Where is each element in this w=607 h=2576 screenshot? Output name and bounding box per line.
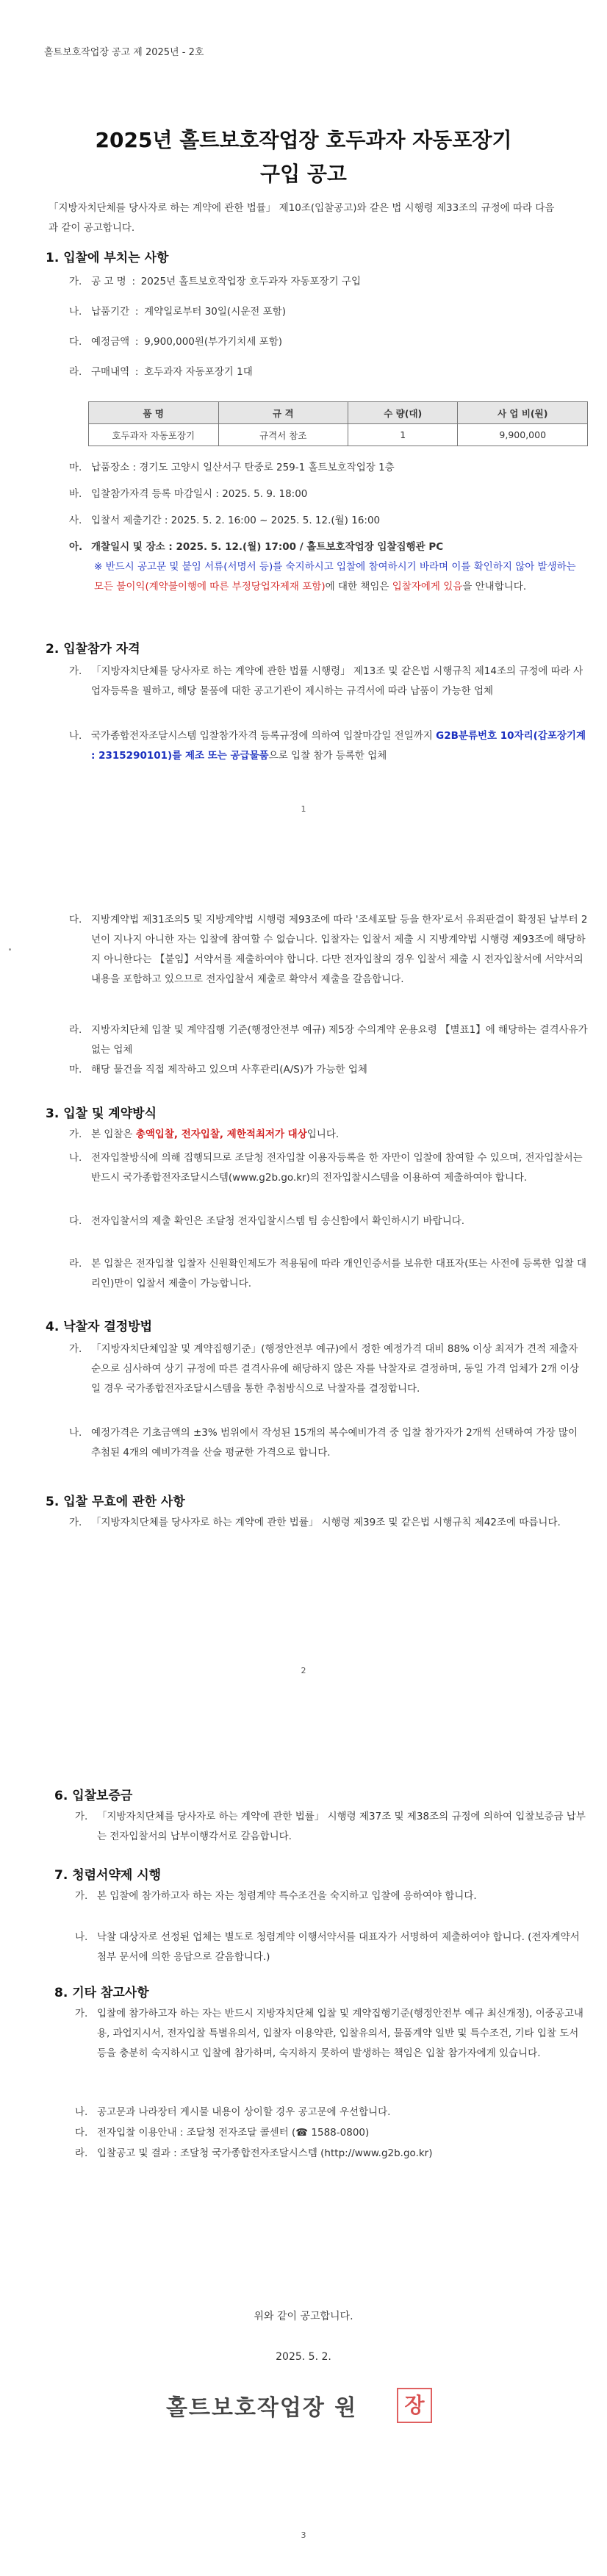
page-number: 3 <box>301 2530 306 2540</box>
table-header: 수 량(대) <box>348 402 458 424</box>
s2-item-c: 다. 지방계약법 제31조의5 및 지방계약법 시행령 제93조에 따라 '조세포탈 등을 한자'로서 유죄판결이 확정된 날부터 2년이 지나지 아니한 자는 입찰에 참여할 수 없습니다. 입찰자는 입찰서 제출 시 지방계약법 시행령 제93조에 해당하지 아니한다는 【붙임】서약서를 제출하여야 합니다. 다만 전자입찰의 경우 입찰서 제출 시 전자입찰서에 서약서의 내용을 포함하고 있으므로 전자입찰서 제출로 확약서 제출을 갈음합니다. <box>69 914 588 985</box>
closing-statement: 위와 같이 공고합니다. <box>254 2311 353 2322</box>
row-mark: 마. <box>69 462 82 473</box>
row-text: 입찰서 제출기간 : 2025. 5. 2. 16:00 ~ 2025. 5. 12.(월) 16:00 <box>91 515 381 526</box>
s2-item-d: 라. 지방자치단체 입찰 및 계약집행 기준(행정안전부 예규) 제5장 수의계약 운용요령 【별표1】에 해당하는 결격사유가 없는 업체 <box>69 1024 588 1056</box>
section-1-title: 1. 입찰에 부치는 사항 <box>46 251 169 265</box>
s6-item-a: 가. 「지방자치단체를 당사자로 하는 계약에 관한 법률」 시행령 제37조 및 제38조의 규정에 의하여 입찰보증금 납부는 전자입찰서의 납부이행각서로 갈음합니다. <box>75 1811 586 1842</box>
s8-item-b: 나. 공고문과 나라장터 게시물 내용이 상이할 경우 공고문에 우선합니다. <box>75 2106 391 2118</box>
s4-item-b: 나. 예정가격은 기초금액의 ±3% 범위에서 작성된 15개의 복수예비가격 중 입찰 참가자가 2개씩 선택하여 가장 많이 추첨된 4개의 예비가격을 산술 평균한 가격으로 합니다. <box>69 1427 578 1459</box>
title-line-2: 구입 공고 <box>260 162 347 186</box>
table-header: 사 업 비(원) <box>458 402 588 424</box>
s7-item-b: 나. 낙찰 대상자로 선정된 업체는 별도로 청렴계약 이행서약서를 대표자가 서명하여 제출하여야 합니다. (전자계약서 첨부 문서에 의한 응답으로 갈음합니다.) <box>75 1931 580 1963</box>
row-value: 9,900,000원(부가기치세 포함) <box>144 336 283 348</box>
s4-item-a: 가. 「지방자치단체입찰 및 계약집행기준」(행정안전부 예규)에서 정한 예정가격 대비 88% 이상 최저가 견적 제출자 순으로 심사하여 상기 규정에 따른 결격사유에 해당하지 않은 자를 낙찰자로 결정하며, 동일 가격 업체가 2개 이상일 경우 국가종합전자조달시스템을 통한 추첨방식으로 낙찰자를 결정합니다. <box>69 1343 580 1395</box>
row-label: 납품기간 <box>91 306 130 318</box>
s1-row-b: 나. 납품기간 : 계약일로부터 30일(시운전 포함) <box>69 303 286 318</box>
section-6-title: 6. 입찰보증금 <box>54 1789 133 1803</box>
document-number: 홀트보호작업장 공고 제 2025년 - 2호 <box>44 47 204 58</box>
table-cell: 1 <box>348 424 458 446</box>
section-8-title: 8. 기타 참고사항 <box>54 1986 149 2000</box>
s3-item-a: 가. 본 입찰은 총액입찰, 전자입찰, 제한적최저가 대상입니다. <box>69 1128 340 1140</box>
signer-name: 홀트보호작업장 원 <box>166 2395 358 2421</box>
row-mark: 사. <box>69 515 82 526</box>
s1-row-h <box>69 538 443 553</box>
row-label: 예정금액 <box>91 336 130 348</box>
table-cell: 규격서 참조 <box>218 424 348 446</box>
table-cell: 9,900,000 <box>458 424 588 446</box>
row-text: 납품장소 : 경기도 고양시 일산서구 탄중로 259-1 홀트보호작업장 1층 <box>91 462 395 473</box>
s3-item-d: 라. 본 입찰은 전자입찰 입찰자 신원확인제도가 적용됨에 따라 개인인증서를 보유한 대표자(또는 사전에 등록한 입찰 대리인)만이 입찰서 제출이 가능합니다. <box>69 1258 586 1289</box>
s1-row-c: 다. 예정금액 : 9,900,000원(부가기치세 포함) <box>69 333 282 348</box>
s5-item-a: 가. 「지방자치단체를 당사자로 하는 계약에 관한 법률」 시행령 제39조 및 같은법 시행규칙 제42조에 따릅니다. <box>69 1517 561 1528</box>
page-number: 1 <box>301 804 306 814</box>
table-header-row <box>89 402 588 424</box>
page-3 <box>0 1714 607 2576</box>
table-header: 품 명 <box>89 402 219 424</box>
s3-item-c: 다. 전자입찰서의 제출 확인은 조달청 전자입찰시스템 팀 송신함에서 확인하시기 바랍니다. <box>69 1215 465 1227</box>
row-mark: 다. <box>69 336 82 348</box>
row-label: 구매내역 <box>91 366 130 378</box>
row-mark: 라. <box>69 366 82 378</box>
s8-item-a: 가. 입찰에 참가하고자 하는 자는 반드시 지방자치단체 입찰 및 계약집행기준(행정안전부 예규 최신개정), 이중공고내용, 과업지시서, 전자입찰 특별유의서, 입찰자 이용약관, 입찰유의서, 물품계약 일반 및 특수조건, 기타 입찰 도서 등을 충분히 숙지하시고 입찰에 참가하며, 숙지하지 못하여 발생하는 책임은 입찰 참가자에게 있습니다. <box>75 2008 583 2059</box>
s7-item-a: 가. 본 입찰에 참가하고자 하는 자는 청렴계약 특수조건을 숙지하고 입찰에 응하여야 합니다. <box>75 1890 477 1902</box>
row-text: 입찰참가자격 등록 마감일시 : 2025. 5. 9. 18:00 <box>91 488 308 500</box>
page-2 <box>0 853 607 1714</box>
table-cell: 호두과자 자동포장기 <box>89 424 219 446</box>
section-2-title: 2. 입찰참가 자격 <box>46 642 140 656</box>
s8-item-d: 라. 입찰공고 및 결과 : 조달청 국가종합전자조달시스템 (http://www.g2b.go.kr) <box>75 2147 433 2159</box>
s2-item-a: 가. 「지방자치단체를 당사자로 하는 계약에 관한 법률 시행령」 제13조 및 같은법 시행규칙 제14조의 규정에 따라 사업자등록을 필하고, 해당 물품에 대한 공고기관이 제시하는 규격서에 따라 납품이 가능한 업체 <box>69 665 583 697</box>
table-row <box>89 424 588 446</box>
row-value: 계약일로부터 30일(시운전 포함) <box>144 306 286 318</box>
row-value: 2025년 홀트보호작업장 호두과자 자동포장기 구입 <box>140 276 362 287</box>
s1-row-d: 라. 구매내역 : 호두과자 자동포장기 1대 <box>69 363 253 378</box>
section-5-title: 5. 입찰 무효에 관한 사항 <box>46 1495 185 1509</box>
row-mark: 나. <box>69 306 82 318</box>
s1-row-e <box>69 459 395 473</box>
intro-paragraph: 「지방자치단체를 당사자로 하는 계약에 관한 법률」 제10조(입찰공고)와 같은 법 시행령 제33조의 규정에 따라 다음과 같이 공고합니다. <box>49 202 555 234</box>
notice-date: 2025. 5. 2. <box>276 2351 331 2363</box>
purchase-items-table <box>88 401 588 446</box>
table-header: 규 격 <box>218 402 348 424</box>
open-place: 홀트보호작업장 입찰집행관 PC <box>306 541 444 553</box>
page-1 <box>0 0 607 853</box>
s2-item-b: 나. 국가종합전자조달시스템 입찰참가자격 등록규정에 의하여 입찰마감일 전일까지 G2B분류번호 10자리(갑포장기계 : 2315290101)를 제조 또는 공급물품으로 입찰 참가 등록한 업체 <box>69 730 586 762</box>
s3-item-b: 나. 전자입찰방식에 의해 집행되므로 조달청 전자입찰 이용자등록을 한 자만이 입찰에 참여할 수 있으며, 전자입찰서는 반드시 국가종합전자조달시스템(www.g2b.go.kr)의 전자입찰시스템을 이용하여 제출하여야 합니다. <box>69 1152 583 1184</box>
s1-row-g <box>69 512 380 526</box>
section-7-title: 7. 청렴서약제 시행 <box>54 1868 162 1883</box>
page-number: 2 <box>301 1666 306 1675</box>
row-mark: 바. <box>69 488 82 500</box>
row-mark: 아. <box>69 541 83 553</box>
title-line-1: 2025년 홀트보호작업장 호두과자 자동포장기 <box>95 128 512 152</box>
s8-item-c: 다. 전자입찰 이용안내 : 조달청 전자조달 콜센터 (☎ 1588-0800) <box>75 2127 370 2139</box>
official-seal: 장 <box>397 2388 432 2423</box>
section-4-title: 4. 낙찰자 결정방법 <box>46 1320 153 1334</box>
s1-row-a: 가. 공 고 명 : 2025년 홀트보호작업장 호두과자 자동포장기 구입 <box>69 273 361 287</box>
section-3-title: 3. 입찰 및 계약방식 <box>46 1106 157 1121</box>
notice-note: ※ 반드시 공고문 및 붙임 서류(서명서 등)를 숙지하시고 입찰에 참여하시기 바라며 이를 확인하지 않아 발생하는 모든 불이익(계약불이행에 따른 부정당업자제재 포함)에 대한 책임은 입찰자에게 있음을 안내합니다. <box>94 561 576 593</box>
row-value: 호두과자 자동포장기 1대 <box>144 366 253 378</box>
open-datetime: 개찰일시 및 장소 : 2025. 5. 12.(월) 17:00 / <box>91 541 307 553</box>
s2-item-e: 마. 해당 물건을 직접 제작하고 있으며 사후관리(A/S)가 가능한 업체 <box>69 1064 367 1076</box>
row-mark: 가. <box>69 276 82 287</box>
scan-speck <box>9 948 11 951</box>
row-label: 공 고 명 <box>91 276 126 287</box>
s1-row-f <box>69 485 307 500</box>
